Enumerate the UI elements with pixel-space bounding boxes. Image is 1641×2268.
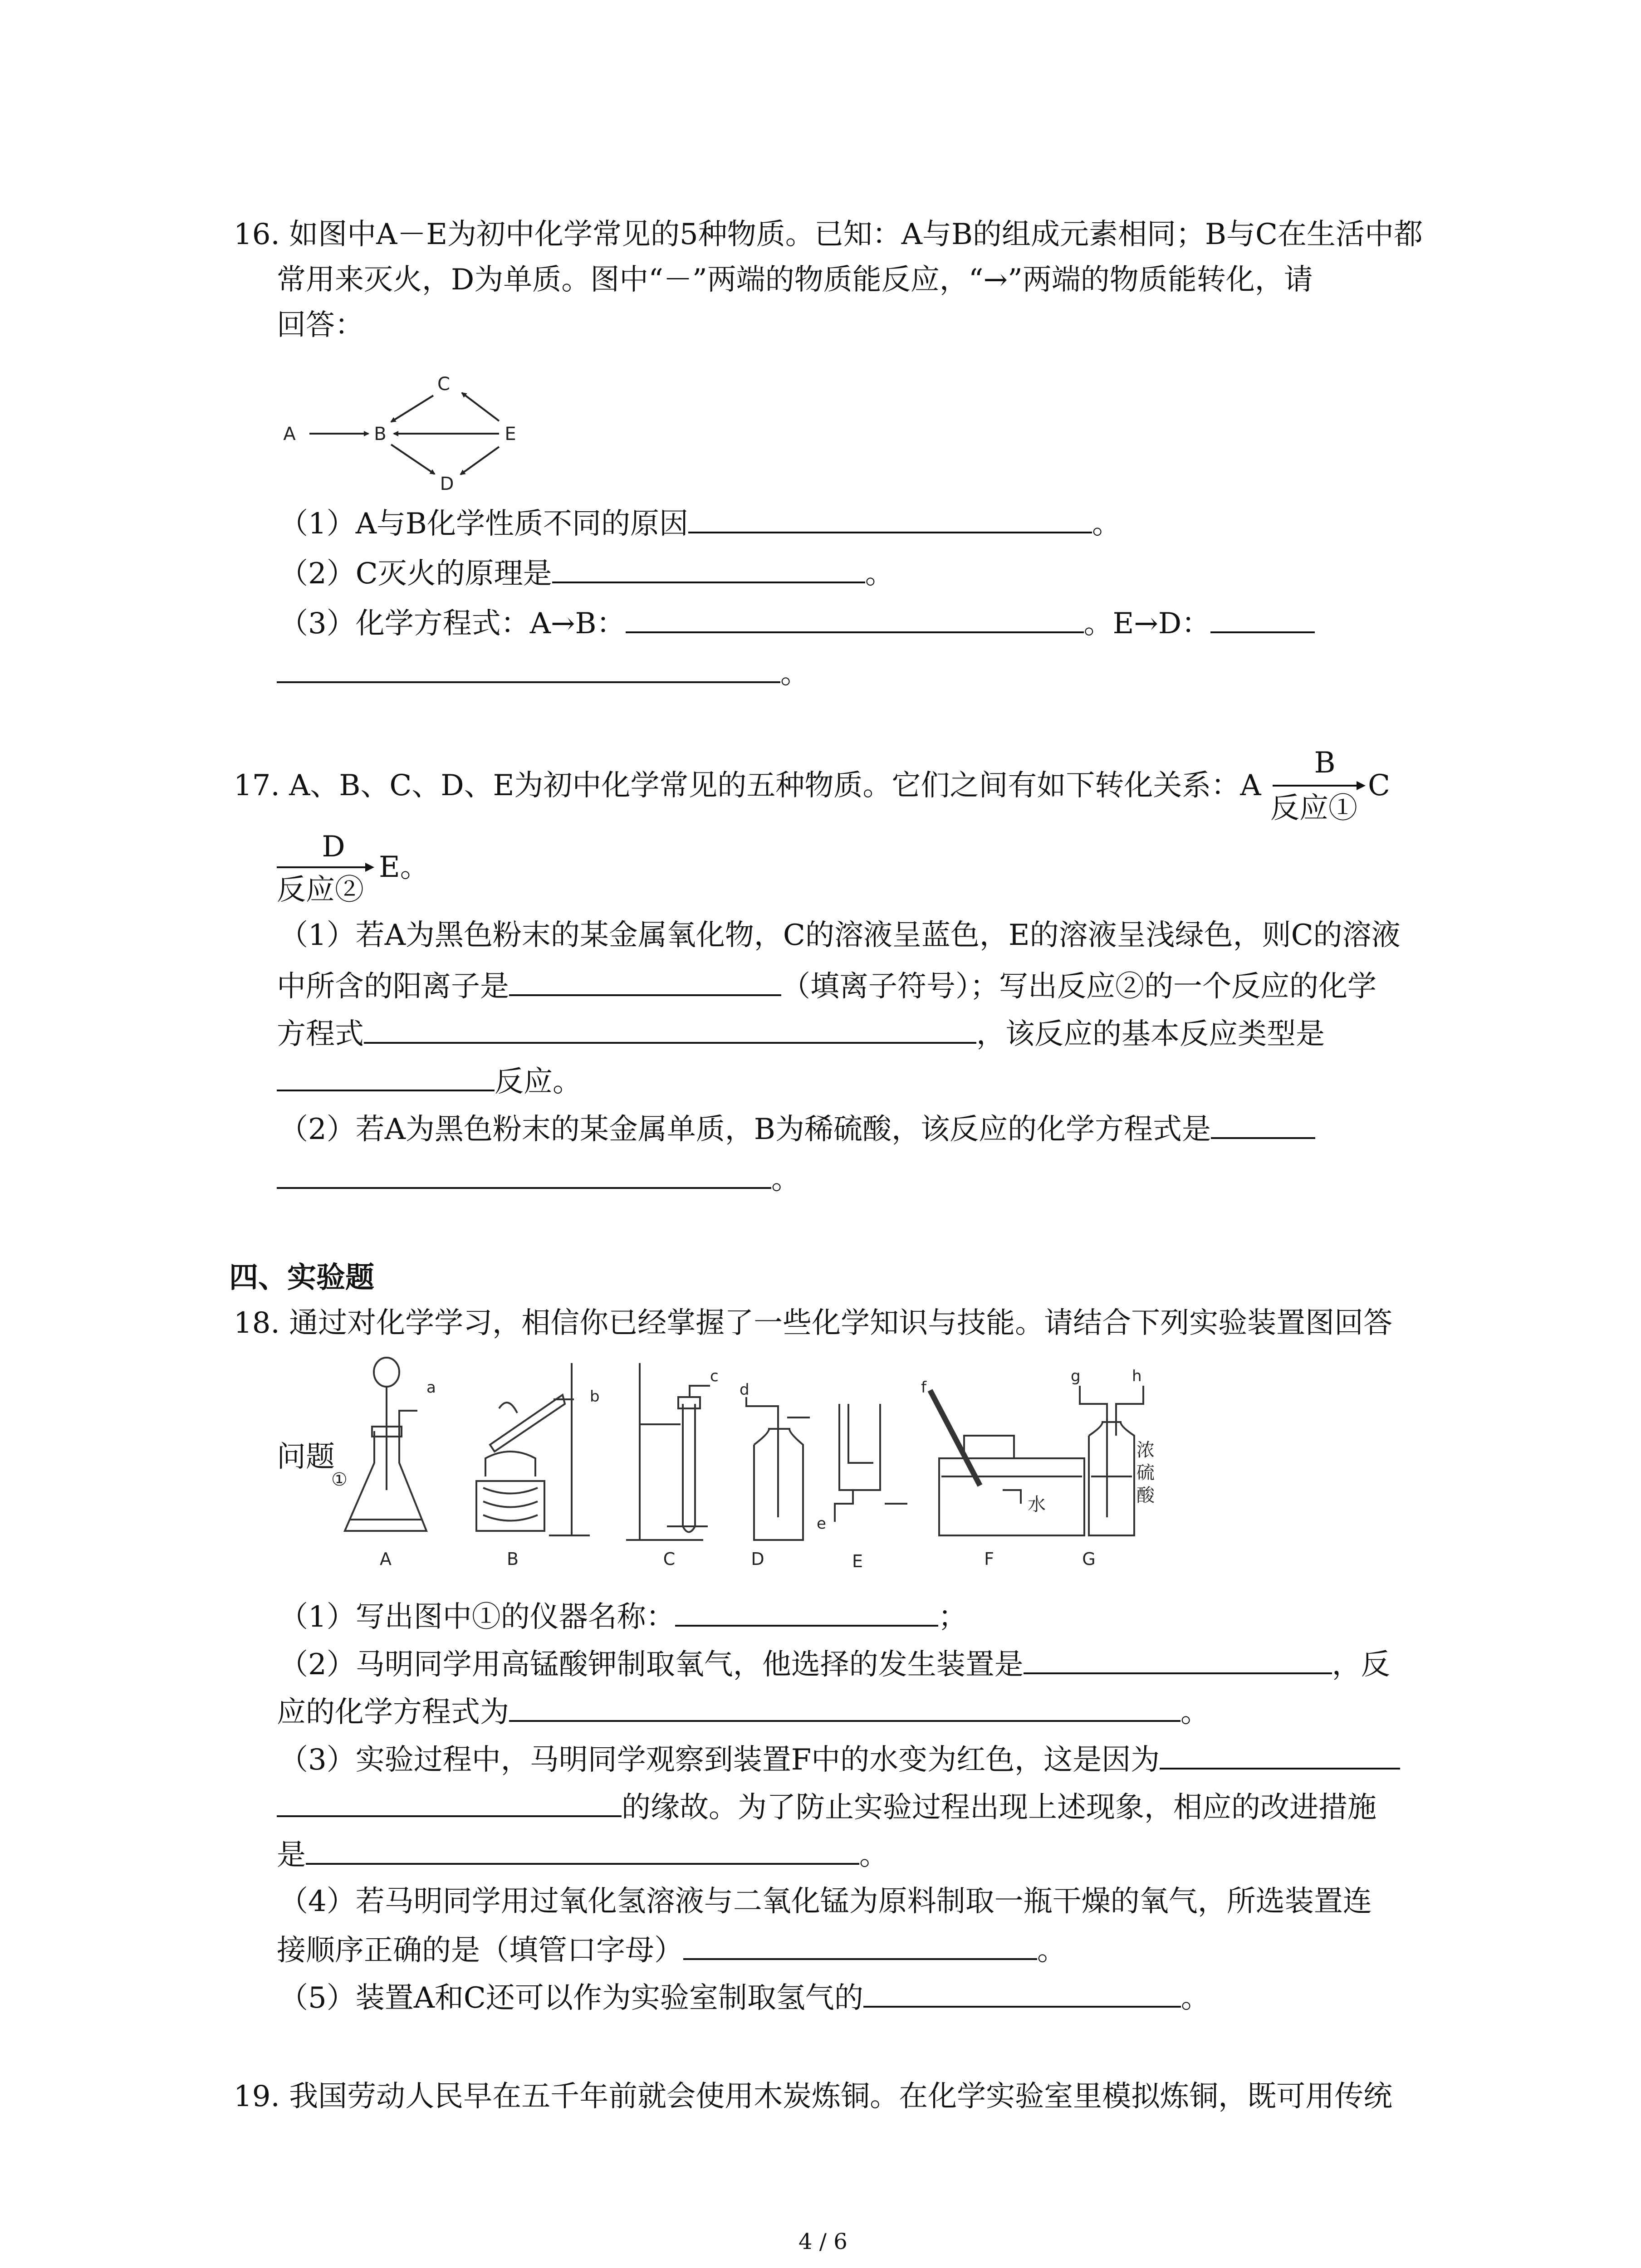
water-label: 水 [1028, 1494, 1046, 1515]
q16-part2: （2）C灭火的原理是 。 [279, 553, 894, 593]
label-c: C [663, 1549, 676, 1569]
port-h: h [1132, 1367, 1142, 1385]
port-e: e [817, 1515, 826, 1533]
answer-blank[interactable] [626, 603, 1084, 633]
arrow2-bottom: 反应② [277, 873, 364, 907]
q18-part2-line1: （2）马明同学用高锰酸钾制取氧气，他选择的发生装置是 ，反 [279, 1644, 1390, 1684]
q18-part3-line3: 是 。 [277, 1835, 888, 1874]
q16-part3: （3）化学方程式：A→B： 。E→D： [279, 603, 1315, 643]
q18-part1: （1）写出图中①的仪器名称： ； [279, 1597, 967, 1636]
q16-part1: （1）A与B化学性质不同的原因 。 [279, 503, 1121, 543]
q17-line1: 17. A、B、C、D、E为初中化学常见的五种物质。它们之间有如下转化关系：A [234, 769, 1261, 802]
q17-part1-line4: 反应。 [277, 1061, 582, 1101]
answer-blank[interactable] [277, 1061, 495, 1091]
q18-part5: （5）装置A和C还可以作为实验室制取氢气的 。 [279, 1978, 1210, 2017]
acid-label-1: 浓 [1136, 1440, 1155, 1461]
arrow1-top: B [1314, 746, 1336, 780]
label-g: G [1082, 1549, 1096, 1569]
label-b: B [506, 1549, 519, 1569]
port-d: d [740, 1381, 749, 1399]
acid-label-3: 酸 [1136, 1485, 1155, 1506]
q16-part3-cont: 。 [277, 653, 809, 693]
arrow1-bottom: 反应① [1270, 792, 1357, 825]
apparatus-c [626, 1363, 710, 1540]
label-e: E [852, 1551, 863, 1571]
node-a: A [283, 424, 296, 445]
arrow-b-d [391, 445, 435, 474]
q17-part1-line2: 中所含的阳离子是 （填离子符号）；写出反应②的一个反应的化学 [277, 966, 1376, 1006]
arrow-c-b [391, 396, 433, 422]
port-f: f [921, 1378, 926, 1397]
q18-part4-line2: 接顺序正确的是（填管口字母） 。 [277, 1930, 1066, 1970]
node-e: E [505, 424, 516, 445]
q17-part1-line3: 方程式 ，该反应的基本反应类型是 [277, 1014, 1325, 1053]
answer-blank[interactable] [675, 1597, 938, 1627]
q18-part3-line2: 的缘故。为了防止实验过程出现上述现象，相应的改进措施 [277, 1787, 1376, 1827]
apparatus-d [746, 1397, 810, 1540]
answer-blank[interactable] [1160, 1740, 1400, 1769]
answer-blank[interactable] [509, 966, 781, 996]
page-number: 4 / 6 [798, 2229, 847, 2254]
answer-blank[interactable] [688, 503, 1092, 533]
apparatus-b [476, 1363, 590, 1535]
section-heading: 四、实验题 [229, 1261, 374, 1295]
q18-line1: 18. 通过对化学学习，相信你已经掌握了一些化学知识与技能。请结合下列实验装置图回答 [234, 1306, 1393, 1340]
apparatus-f [930, 1390, 1084, 1535]
q17-part2-cont: 。 [277, 1159, 800, 1198]
apparatus-g [1080, 1386, 1143, 1535]
answer-blank[interactable] [1024, 1644, 1332, 1674]
node-b: B [374, 424, 387, 445]
answer-blank[interactable] [364, 1014, 976, 1044]
q18-line2: 问题 [277, 1440, 335, 1474]
arrow2-line [277, 866, 372, 868]
label-d: D [751, 1549, 764, 1569]
arrow1-head [1357, 781, 1366, 790]
answer-blank[interactable] [1210, 603, 1315, 633]
q17-part1-line1: （1）若A为黑色粉末的某金属氧化物，C的溶液呈蓝色，E的溶液呈浅绿色，则C的溶液 [279, 919, 1401, 952]
acid-label-2: 硫 [1136, 1462, 1155, 1483]
q17-part2: （2）若A为黑色粉末的某金属单质，B为稀硫酸，该反应的化学方程式是 [279, 1109, 1315, 1149]
q19-line1: 19. 我国劳动人民早在五千年前就会使用木炭炼铜。在化学实验室里模拟炼铜，既可用传统 [234, 2080, 1393, 2113]
arrow2-top: D [322, 830, 345, 864]
label-f: F [984, 1549, 994, 1569]
port-c: c [710, 1367, 719, 1385]
node-c: C [437, 374, 450, 395]
answer-blank[interactable] [277, 1787, 622, 1817]
arrow2-target: E。 [379, 850, 429, 884]
arrow1-line [1273, 785, 1363, 787]
port-g: g [1071, 1367, 1081, 1385]
port-a: a [426, 1378, 436, 1397]
answer-blank[interactable] [863, 1978, 1181, 2008]
q16-line3: 回答： [277, 308, 364, 342]
circle-label: ① [331, 1469, 348, 1490]
answer-blank[interactable] [683, 1930, 1037, 1960]
q18-part2-line2: 应的化学方程式为 。 [277, 1692, 1210, 1731]
answer-blank[interactable] [277, 1159, 771, 1189]
answer-blank[interactable] [306, 1835, 859, 1865]
apparatus-a [345, 1358, 426, 1531]
q18-part3-line1: （3）实验过程中，马明同学观察到装置F中的水变为红色，这是因为 [279, 1740, 1400, 1779]
apparatus-e [835, 1404, 907, 1522]
arrow-e-d [460, 447, 499, 474]
apparatus-figure [331, 1354, 1155, 1572]
answer-blank[interactable] [277, 653, 780, 683]
q18-part4-line1: （4）若马明同学用过氧化氢溶液与二氧化锰为原料制取一瓶干燥的氧气，所选装置连 [279, 1885, 1372, 1918]
answer-blank[interactable] [509, 1692, 1181, 1722]
arrow-e-c [462, 393, 499, 421]
q16-line1: 16. 如图中A－E为初中化学常见的5种物质。已知：A与B的组成元素相同；B与C在生活中都 [234, 218, 1423, 251]
arrow1-target: C [1368, 769, 1390, 802]
q16-line2: 常用来灭火，D为单质。图中“－”两端的物质能反应，“→”两端的物质能转化，请 [277, 263, 1313, 297]
port-b: b [590, 1388, 600, 1406]
answer-blank[interactable] [552, 553, 865, 583]
label-a: A [380, 1549, 392, 1569]
answer-blank[interactable] [1211, 1109, 1315, 1139]
q16-relation-diagram [272, 363, 544, 499]
node-d: D [440, 474, 454, 494]
arrow2-head [365, 863, 374, 872]
